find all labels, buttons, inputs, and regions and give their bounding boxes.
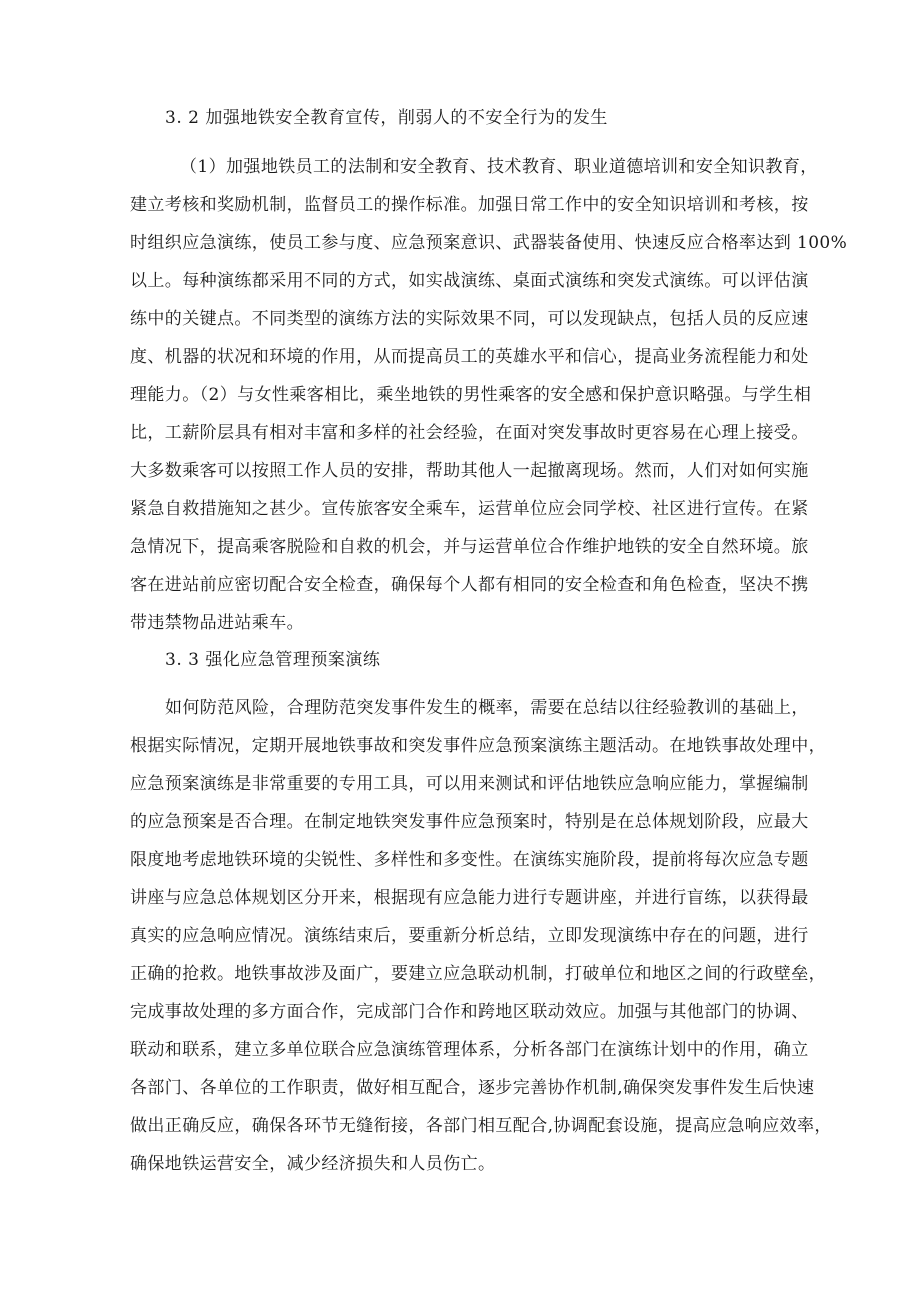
paragraph-line: 的应急预案是否合理。在制定地铁突发事件应急预案时，特别是在总体规划阶段，应最大 — [130, 812, 809, 832]
section-heading-3-2: 3. 2 加强地铁安全教育宣传，削弱人的不安全行为的发生 — [165, 108, 608, 128]
paragraph-line: 真实的应急响应情况。演练结束后，要重新分析总结，立即发现演练中存在的问题，进行 — [130, 926, 809, 946]
paragraph-line: 确保地铁运营安全，减少经济损失和人员伤亡。 — [130, 1154, 496, 1174]
paragraph-line: 急情况下，提高乘客脱险和自救的机会，并与运营单位合作维护地铁的安全自然环境。旅 — [130, 537, 809, 557]
paragraph-line: 带违禁物品进站乘车。 — [130, 613, 304, 633]
paragraph-line: 完成事故处理的多方面合作，完成部门合作和跨地区联动效应。加强与其他部门的协调、 — [130, 1002, 809, 1022]
paragraph-line: 以上。每种演练都采用不同的方式，如实战演练、桌面式演练和突发式演练。可以评估演 — [130, 271, 809, 291]
paragraph-line: 时组织应急演练，使员工参与度、应急预案意识、武器装备使用、快速反应合格率达到 100% — [130, 233, 848, 253]
paragraph-line: 联动和联系，建立多单位联合应急演练管理体系，分析各部门在演练计划中的作用，确立 — [130, 1040, 809, 1060]
paragraph-line: 练中的关键点。不同类型的演练方法的实际效果不同，可以发现缺点，包括人员的反应速 — [130, 309, 809, 329]
paragraph-line: 讲座与应急总体规划区分开来，根据现有应急能力进行专题讲座，并进行盲练，以获得最 — [130, 888, 809, 908]
paragraph-line: 紧急自救措施知之甚少。宣传旅客安全乘车，运营单位应会同学校、社区进行宣传。在紧 — [130, 499, 809, 519]
paragraph-line: 如何防范风险，合理防范突发事件发生的概率，需要在总结以往经验教训的基础上， — [165, 698, 809, 718]
paragraph-line: 限度地考虑地铁环境的尖锐性、多样性和多变性。在演练实施阶段，提前将每次应急专题 — [130, 850, 809, 870]
paragraph-line: 客在进站前应密切配合安全检查，确保每个人都有相同的安全检查和角色检查，坚决不携 — [130, 575, 809, 595]
paragraph-line: 做出正确反应，确保各环节无缝衔接，各部门相互配合,协调配套设施，提高应急响应效率， — [130, 1116, 832, 1136]
paragraph-line: 度、机器的状况和环境的作用，从而提高员工的英雄水平和信心，提高业务流程能力和处 — [130, 347, 809, 367]
section-heading-3-3: 3. 3 强化应急管理预案演练 — [165, 650, 381, 670]
paragraph-line: 理能力。（2）与女性乘客相比，乘坐地铁的男性乘客的安全感和保护意识略强。与学生相 — [130, 385, 812, 405]
paragraph-line: （1）加强地铁员工的法制和安全教育、技术教育、职业道德培训和安全知识教育， — [180, 157, 818, 177]
paragraph-line: 正确的抢救。地铁事故涉及面广，要建立应急联动机制，打破单位和地区之间的行政壁垒， — [130, 964, 826, 984]
paragraph-line: 根据实际情况，定期开展地铁事故和突发事件应急预案演练主题活动。在地铁事故处理中， — [130, 736, 826, 756]
paragraph-line: 大多数乘客可以按照工作人员的安排，帮助其他人一起撤离现场。然而，人们对如何实施 — [130, 461, 809, 481]
paragraph-line: 建立考核和奖励机制，监督员工的操作标准。加强日常工作中的安全知识培训和考核，按 — [130, 195, 809, 215]
paragraph-line: 各部门、各单位的工作职责，做好相互配合，逐步完善协作机制,确保突发事件发生后快速 — [130, 1078, 815, 1098]
paragraph-line: 应急预案演练是非常重要的专用工具，可以用来测试和评估地铁应急响应能力，掌握编制 — [130, 774, 809, 794]
paragraph-line: 比，工薪阶层具有相对丰富和多样的社会经验，在面对突发事故时更容易在心理上接受。 — [130, 423, 809, 443]
